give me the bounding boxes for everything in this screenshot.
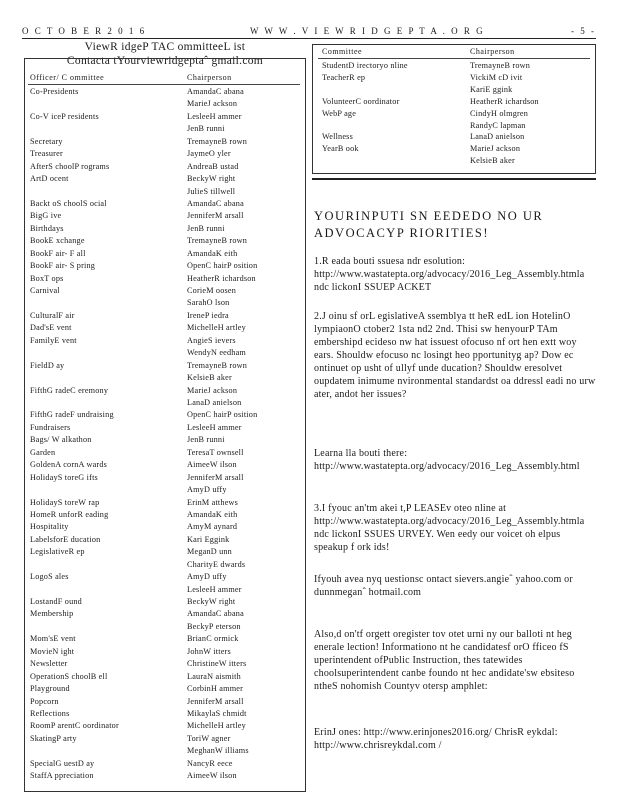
left-row-chair-cell: CorbinH ammer [187, 684, 244, 694]
left-row-committee-cell: OperationS choolB ell [30, 671, 108, 681]
left-row-chair-cell: LesleeH ammer [187, 422, 242, 432]
left-row-chair-cell: MarieJ ackson [187, 385, 238, 395]
left-row-committee-cell: LogoS ales [30, 572, 69, 582]
left-row-committee-cell: CulturalF air [30, 310, 75, 320]
left-row-chair-cell: TeresaT ownsell [187, 447, 244, 457]
paragraph-6: Also,d on'tf orgett oregister tov otet urni ny our balloti nt heg enerale lection! Informationo nt he candidatesf orO fficeo fS uperintendent ofPublic Instruction, thes tatewides choolsuperintendent canbe foundo nt hec andidate'sw ebsiteso ntheS nohomish Countyv otersp amphlet: [314, 629, 575, 692]
left-row-chair-cell: AngieS ievers [187, 335, 236, 345]
left-row-chair-cell: SarahO lson [187, 298, 230, 308]
left-row-committee-cell: Bags/ W alkathon [30, 435, 92, 445]
header-page-number: - 5 - [571, 26, 596, 36]
left-row-committee-cell: BigG ive [30, 211, 62, 221]
left-row-chair-cell: AmandaC abana [187, 87, 244, 96]
left-row-committee-cell: Membership [30, 609, 74, 619]
right-col-header-committee: Committee [322, 47, 363, 56]
right-row-committee-cell: TeacherR ep [322, 72, 366, 82]
left-row-committee-cell: LostandF ound [30, 597, 82, 607]
right-row-committee-cell: VolunteerC oordinator [322, 96, 400, 106]
left-row-chair-cell: TremayneB rown [187, 136, 248, 146]
left-row-chair-cell: AmyD uffy [187, 572, 227, 582]
left-row-committee-cell: Backt oS choolS ocial [30, 198, 107, 208]
left-row-chair-cell: JulieS tillwell [187, 186, 236, 196]
left-row-chair-cell: MichelleH artley [187, 721, 246, 731]
left-row-chair-cell: AmandaK eith [187, 248, 238, 258]
header-month: O C T O B E R 2 0 1 6 [22, 26, 147, 36]
left-row-committee-cell: Carnival [30, 286, 60, 296]
left-row-committee-cell: Co-V iceP residents [30, 111, 99, 121]
right-row-chair-cell: MarieJ ackson [470, 144, 521, 154]
left-row-committee-cell: Mom'sE vent [30, 634, 76, 644]
left-row-chair-cell: MarieJ ackson [187, 99, 238, 109]
left-row-committee-cell: Playground [30, 684, 70, 694]
left-row-chair-cell: JaymeO yler [187, 149, 231, 159]
left-row-committee-cell: Newsletter [30, 659, 68, 669]
left-row-chair-cell: JenniferM arsall [187, 472, 244, 482]
left-row-chair-cell: BrianC ormick [187, 634, 239, 644]
left-row-chair-cell: AmandaC abana [187, 609, 244, 619]
left-row-committee-cell: BookE xchange [30, 236, 85, 246]
left-col-header-officer: Officer/ C ommittee [30, 73, 105, 82]
section-divider [312, 178, 596, 180]
left-row-chair-cell: JohnW itters [187, 646, 231, 656]
right-row-committee-cell: Wellness [322, 132, 353, 142]
left-row-chair-cell: LanaD anielson [187, 398, 242, 407]
left-row-committee-cell: Reflections [30, 709, 70, 718]
left-row-chair-cell: AmyD uffy [187, 485, 227, 495]
right-col-header-chair: Chairperson [470, 47, 515, 56]
left-row-committee-cell: SkatingP arty [30, 733, 77, 743]
left-row-committee-cell: ArtD ocent [30, 174, 69, 184]
left-col-header-chair: Chairperson [187, 73, 232, 82]
left-row-chair-cell: MeganD unn [187, 547, 232, 557]
left-row-committee-cell: HolidayS toreG ifts [30, 472, 98, 482]
paragraph-3: Learna lla bouti there: http://www.wastatepta.org/advocacy/2016_Leg_Assembly.html [314, 448, 580, 472]
left-row-committee-cell: HomeR unforR eading [30, 509, 109, 519]
left-row-chair-cell: ChristineW itters [187, 659, 247, 669]
paragraph-2: 2.J oinu sf orL egislativeA ssemblya tt heR edL ion HotelinO lympiaonO ctober2 1sta nd2 2nd. Thisi sw henyourP TAm embershipd ecideso nw hat issuest ofocuso nf ort hen extt woy ears. Shouldw efocuso nc losingt heo pportunityg ap? Dow ec ontinuet op usht of ullyf unde ducation? Shouldw eresolvet oupdatem inimume nvironmental standardst oa ddressl eadi no urw ater, andot her issues? [314, 311, 596, 400]
left-row-chair-cell: MeghanW illiams [187, 746, 249, 756]
right-header-rule [318, 58, 590, 59]
left-row-chair-cell: JenB runni [187, 435, 225, 445]
left-row-committee-cell: MovieN ight [30, 646, 75, 656]
right-row-chair-cell: VickiM cD ivit [470, 72, 523, 82]
left-row-chair-cell: CharityE dwards [187, 559, 246, 569]
left-row-committee-cell: GoldenA cornA wards [30, 460, 108, 470]
committee-list-contact: Contacta tYourviewridgeptaˆ gmail.com [66, 55, 264, 67]
left-row-committee-cell: Birthdays [30, 223, 64, 233]
right-row-committee-cell: WebP age [322, 108, 357, 118]
right-row-chair-cell: KariE ggink [470, 84, 513, 94]
left-row-chair-cell: JenB runni [187, 124, 225, 134]
left-row-chair-cell: LauraN aismith [187, 671, 241, 681]
left-row-chair-cell: OpenC hairP osition [187, 261, 258, 271]
page-header [22, 26, 596, 39]
left-row-committee-cell: FifthG radeF undraising [30, 410, 114, 420]
paragraph-5: Ifyouh avea nyq uestionsc ontact sievers.angieˆ yahoo.com or dunnmeganˆ hotmail.com [314, 574, 573, 598]
left-row-committee-cell: RoomP arentC oordinator [30, 721, 119, 731]
left-row-chair-cell: ToriW agner [187, 733, 231, 743]
left-row-committee-cell: FamilyE vent [30, 335, 77, 345]
paragraph-7: ErinJ ones: http://www.erinjones2016.org/ ChrisR eykdal: http://www.chrisreykdal.com / [314, 727, 558, 751]
left-row-committee-cell: StaffA ppreciation [30, 771, 94, 781]
left-row-chair-cell: HeatherR ichardson [187, 273, 256, 283]
right-row-chair-cell: LanaD anielson [470, 132, 525, 142]
left-row-chair-cell: TremayneB rown [187, 236, 248, 246]
left-row-chair-cell: OpenC hairP osition [187, 410, 258, 420]
left-row-committee-cell: BookF air- F all [30, 248, 86, 258]
right-row-chair-cell: CindyH olmgren [470, 108, 529, 118]
left-row-chair-cell: ErinM atthews [187, 497, 239, 507]
left-row-chair-cell: AimeeW ilson [187, 771, 237, 781]
left-row-committee-cell: AfterS choolP rograms [30, 161, 110, 171]
left-row-chair-cell: LesleeH ammer [187, 111, 242, 121]
left-row-chair-cell: Kari Eggink [187, 534, 230, 544]
left-row-chair-cell: NancyR eece [187, 758, 233, 768]
left-row-chair-cell: LesleeH ammer [187, 584, 242, 594]
committee-list-title: ViewR idgeP TAC ommitteeL ist [84, 41, 246, 53]
left-row-committee-cell: Popcorn [30, 696, 59, 706]
left-row-committee-cell: LegislativeR ep [30, 547, 85, 557]
left-row-committee-cell: Hospitality [30, 522, 69, 532]
left-row-chair-cell: BeckyW right [187, 597, 236, 607]
header-website: W W W . V I E W R I D G E P T A . O R G [250, 26, 485, 36]
left-row-committee-cell: Secretary [30, 136, 63, 146]
left-row-chair-cell: AmandaC abana [187, 198, 244, 208]
left-row-committee-cell: BookF air- S pring [30, 261, 96, 271]
right-row-committee-cell: StudentD irectoryo nline [322, 61, 408, 70]
left-row-committee-cell: FieldD ay [30, 360, 65, 370]
right-row-chair-cell: HeatherR ichardson [470, 96, 539, 106]
left-row-committee-cell: SpecialG uestD ay [30, 758, 95, 768]
left-row-committee-cell: Co-Presidents [30, 87, 79, 96]
left-row-chair-cell: TremayneB rown [187, 360, 248, 370]
left-row-committee-cell: LabelsforE ducation [30, 534, 101, 544]
left-row-committee-cell: BoxT ops [30, 273, 64, 283]
left-row-chair-cell: JenniferM arsall [187, 211, 244, 221]
left-row-chair-cell: JenB runni [187, 223, 225, 233]
left-row-chair-cell: WendyN eedham [187, 348, 247, 358]
left-row-committee-cell: Dad'sE vent [30, 323, 72, 333]
advocacy-heading: YOURINPUTI SN EEDEDO NO UR ADVOCACYP RIORITIES! [314, 209, 544, 240]
left-row-chair-cell: AimeeW ilson [187, 460, 237, 470]
right-row-chair-cell: KelsieB aker [470, 156, 515, 166]
left-row-chair-cell: IreneP iedra [187, 310, 229, 320]
left-row-chair-cell: JenniferM arsall [187, 696, 244, 706]
left-row-committee-cell: FifthG radeC eremony [30, 385, 109, 395]
left-row-chair-cell: AndreaB ustad [187, 161, 239, 171]
right-row-chair-cell: RandyC lapman [470, 120, 526, 130]
left-row-chair-cell: BeckyP eterson [187, 621, 241, 631]
left-row-chair-cell: AmandaK eith [187, 509, 238, 519]
paragraph-1: 1.R eada bouti ssuesa ndr esolution: http://www.wastatepta.org/advocacy/2016_Leg_Assembly.htmla ndc lickonI SSUEP ACKET [314, 256, 585, 293]
left-row-chair-cell: MikaylaS chmidt [187, 709, 247, 718]
right-row-chair-cell: TremayneB rown [470, 61, 531, 70]
left-row-committee-cell: Garden [30, 447, 56, 457]
right-row-committee-cell: YearB ook [322, 144, 359, 154]
left-row-committee-cell: HolidayS toreW rap [30, 497, 100, 507]
left-row-chair-cell: AmyM aynard [187, 522, 238, 532]
left-row-chair-cell: CorieM oosen [187, 286, 237, 296]
paragraph-4: 3.I fyouc an'tm akei t,P LEASEv oteo nline at http://www.wastatepta.org/advocacy/2016_Leg_Assembly.htmla ndc lickonI SSUES URVEY. Wen eedy our voicet oh elpus speakup f ork ids! [314, 503, 585, 553]
left-row-chair-cell: MichelleH artley [187, 323, 246, 333]
left-row-committee-cell: Treasurer [30, 149, 63, 159]
left-header-rule [28, 84, 300, 85]
left-row-chair-cell: BeckyW right [187, 174, 236, 184]
left-row-committee-cell: Fundraisers [30, 422, 71, 432]
left-row-chair-cell: KelsieB aker [187, 373, 232, 383]
